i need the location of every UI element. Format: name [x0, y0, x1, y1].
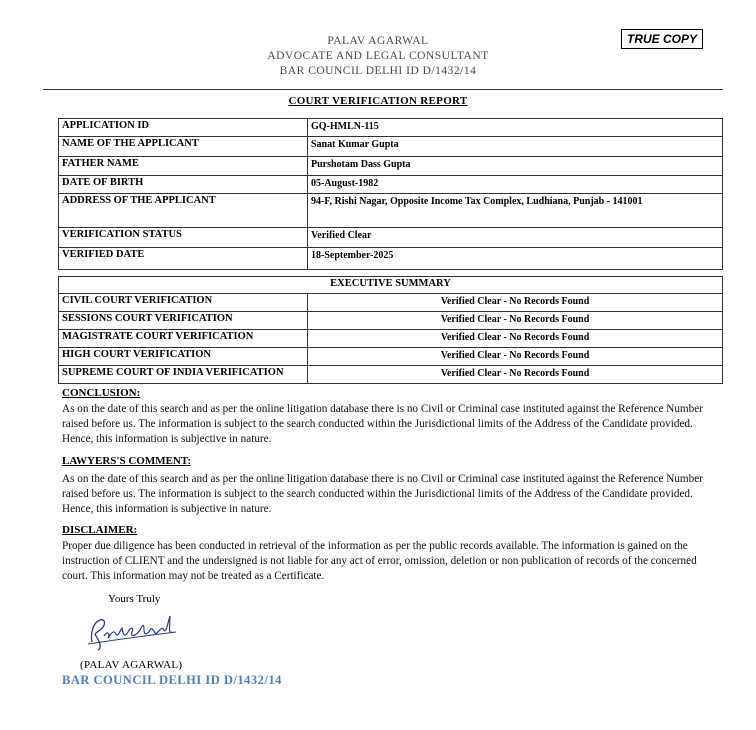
table-row [59, 312, 723, 330]
row-label: DATE OF BIRTH [59, 176, 308, 194]
row-label: MAGISTRATE COURT VERIFICATION [59, 330, 308, 348]
executive-summary-table [58, 276, 723, 384]
disclaimer-title: DISCLAIMER: [62, 524, 138, 536]
row-label: VERIFICATION STATUS [59, 228, 308, 248]
closing-salutation: Yours Truly [108, 593, 161, 605]
row-label: SUPREME COURT OF INDIA VERIFICATION [59, 366, 308, 384]
table-row [59, 248, 723, 270]
lawyers-comment-title: LAWYERS'S COMMENT: [62, 455, 192, 467]
table-row [59, 330, 723, 348]
row-value: 05-August-1982 [308, 176, 723, 194]
advocate-designation: ADVOCATE AND LEGAL CONSULTANT [267, 50, 489, 62]
row-label: HIGH COURT VERIFICATION [59, 348, 308, 366]
table-row [59, 348, 723, 366]
disclaimer-text: Proper due diligence has been conducted in retrieval of the information as per the public records available. The information is gained on the instruction of CLIENT and the undersigned is not liable for any act of error, omission, deletion or non publication of records of the concerned court. This information may not be treated as a Certificate. [62, 540, 697, 582]
row-value: Verified Clear - No Records Found [308, 366, 723, 384]
row-value: Sanat Kumar Gupta [308, 137, 723, 157]
row-value: GQ-HMLN-115 [308, 119, 723, 137]
row-value: Verified Clear - No Records Found [308, 312, 723, 330]
conclusion-text: As on the date of this search and as per the online litigation database there is no Civil or Criminal case instituted against the Reference Number raised before us. The information is subject to the search conducted within the Jurisdictional limits of the Address of the Candidate provided. Hence, this information is subjective in nature. [62, 403, 703, 445]
table-header-row [59, 277, 723, 294]
signature-image [84, 612, 184, 659]
header-bar-id: BAR COUNCIL DELHI ID D/1432/14 [279, 65, 477, 77]
header-divider [43, 89, 723, 90]
row-value: Verified Clear - No Records Found [308, 330, 723, 348]
row-label: NAME OF THE APPLICANT [59, 137, 308, 157]
row-label: APPLICATION ID [59, 119, 308, 137]
row-value: Verified Clear - No Records Found [308, 348, 723, 366]
signatory-name: (PALAV AGARWAL) [80, 659, 183, 671]
row-label: CIVIL COURT VERIFICATION [59, 294, 308, 312]
row-label: ADDRESS OF THE APPLICANT [59, 194, 308, 228]
signatory-bar-id: BAR COUNCIL DELHI ID D/1432/14 [62, 673, 282, 687]
table-row [59, 119, 723, 137]
table-row [59, 157, 723, 176]
row-value: Purshotam Dass Gupta [308, 157, 723, 176]
row-value: Verified Clear - No Records Found [308, 294, 723, 312]
executive-summary-title: EXECUTIVE SUMMARY [59, 277, 723, 294]
table-row [59, 176, 723, 194]
row-label: FATHER NAME [59, 157, 308, 176]
table-row [59, 228, 723, 248]
row-label: VERIFIED DATE [59, 248, 308, 270]
row-value: 18-September-2025 [308, 248, 723, 270]
table-row [59, 194, 723, 228]
table-row [59, 366, 723, 384]
true-copy-stamp: TRUE COPY [621, 29, 703, 49]
row-value: Verified Clear [308, 228, 723, 248]
table-row [59, 294, 723, 312]
lawyers-comment-text: As on the date of this search and as per the online litigation database there is no Civil or Criminal case instituted against the Reference Number raised before us. The information is subject to the search conducted within the Jurisdictional limits of the Address of the Candidate provided. Hence, this information is subjective in nature. [62, 473, 703, 515]
row-label: SESSIONS COURT VERIFICATION [59, 312, 308, 330]
advocate-name: PALAV AGARWAL [327, 35, 429, 47]
applicant-details-table [58, 118, 723, 270]
row-value: 94-F, Rishi Nagar, Opposite Income Tax Complex, Ludhiana, Punjab - 141001 [308, 194, 723, 228]
conclusion-title: CONCLUSION: [62, 387, 141, 399]
report-title: COURT VERIFICATION REPORT [288, 95, 468, 107]
table-row [59, 137, 723, 157]
